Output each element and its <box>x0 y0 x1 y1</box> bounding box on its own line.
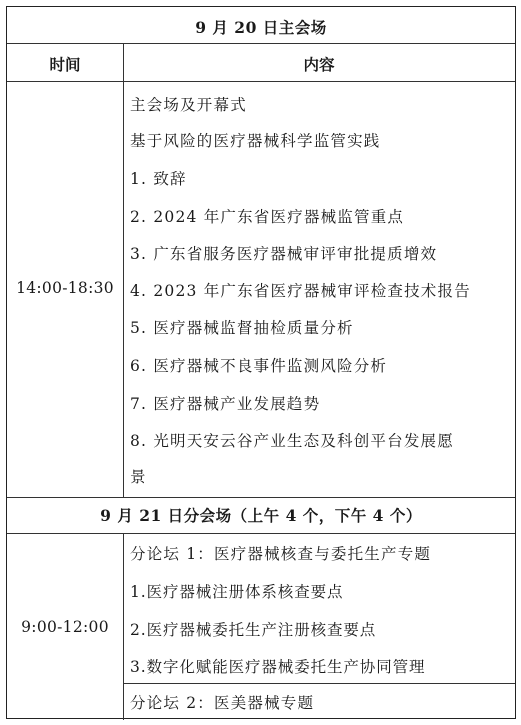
agenda-item: 景 <box>130 468 147 486</box>
agenda-item: 1. 致辞 <box>130 170 187 188</box>
session-time: 14:00-18:30 <box>16 279 114 297</box>
agenda-item: 4. 2023 年广东省医疗器械审评检查技术报告 <box>130 282 471 300</box>
divider <box>7 81 515 82</box>
agenda-item: 8. 光明天安云谷产业生态及科创平台发展愿 <box>130 432 454 450</box>
agenda-item: 6. 医疗器械不良事件监测风险分析 <box>130 357 388 375</box>
column-header-content: 内容 <box>303 55 335 74</box>
session-time: 9:00-12:00 <box>21 618 109 636</box>
divider <box>7 43 515 44</box>
column-divider <box>123 533 124 720</box>
column-divider <box>123 43 124 497</box>
divider <box>7 533 515 534</box>
section-title-main-venue: 9 月 20 日主会场 <box>195 18 327 37</box>
forum-title: 分论坛 1：医疗器械核查与委托生产专题 <box>130 545 432 563</box>
agenda-item: 基于风险的医疗器械科学监管实践 <box>130 132 381 150</box>
agenda-item: 2. 2024 年广东省医疗器械监管重点 <box>130 208 405 226</box>
divider <box>7 497 515 498</box>
agenda-item: 5. 医疗器械监督抽检质量分析 <box>130 319 354 337</box>
section-title-sub-venues: 9 月 21 日分会场（上午 4 个，下午 4 个） <box>100 506 422 525</box>
column-header-time: 时间 <box>49 55 81 74</box>
agenda-item: 3.数字化赋能医疗器械委托生产协同管理 <box>130 658 426 676</box>
agenda-item: 3. 广东省服务医疗器械审评审批提质增效 <box>130 245 438 263</box>
forum-title: 分论坛 2：医美器械专题 <box>130 694 315 712</box>
divider <box>123 683 515 684</box>
agenda-table <box>6 6 516 719</box>
agenda-item: 2.医疗器械委托生产注册核查要点 <box>130 621 377 639</box>
agenda-item: 主会场及开幕式 <box>130 96 247 114</box>
agenda-item: 1.医疗器械注册体系核查要点 <box>130 583 344 601</box>
agenda-item: 7. 医疗器械产业发展趋势 <box>130 395 321 413</box>
